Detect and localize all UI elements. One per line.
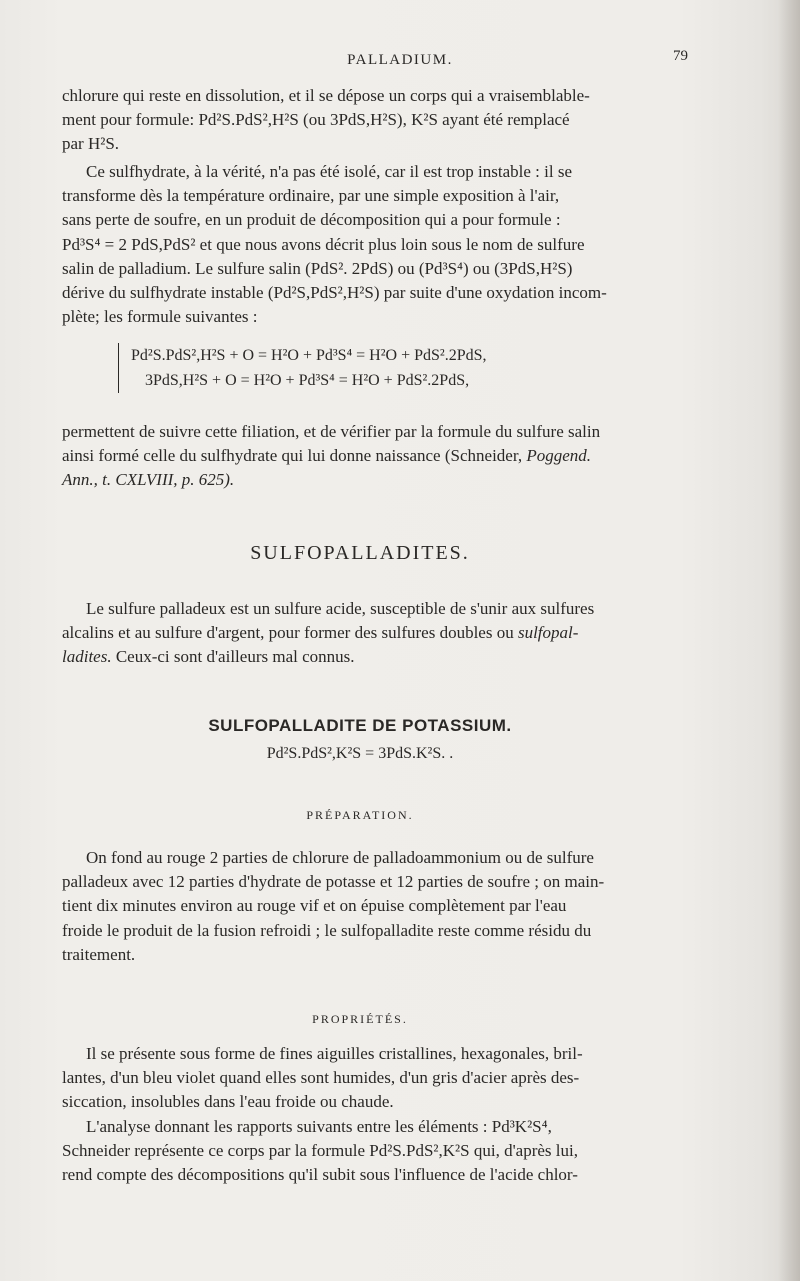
text-line: rend compte des décompositions qu'il subit sous l'influence de l'acide chlor- xyxy=(62,1165,578,1185)
text-line: lantes, d'un bleu violet quand elles sont humides, d'un gris d'acier après des- xyxy=(62,1068,580,1088)
section-heading-potassium: SULFOPALLADITE DE POTASSIUM. xyxy=(208,716,512,735)
text-line: sans perte de soufre, en un produit de décomposition qui a pour formule : xyxy=(62,210,561,230)
text-line: par H²S. xyxy=(62,134,120,154)
formula-potassium: Pd²S.PdS²,K²S = 3PdS.K²S. . xyxy=(266,745,454,762)
text-line: Le sulfure palladeux est un sulfure acide, susceptible de s'unir aux sulfures xyxy=(86,599,595,618)
text-line: transforme dès la température ordinaire, par une simple exposition à l'air, xyxy=(62,186,560,206)
equation-block xyxy=(118,343,486,393)
page-number: 79 xyxy=(673,48,688,64)
equation-line: 3PdS,H²S + O = H²O + Pd³S⁴ = H²O + PdS².2PdS, xyxy=(145,372,470,389)
paragraph-7 xyxy=(62,1115,678,1188)
text-line: L'analyse donnant les rapports suivants entre les éléments : Pd³K²S⁴, xyxy=(86,1117,552,1136)
text-line: plète; les formule suivantes : xyxy=(62,307,258,327)
text-line: salin de palladium. Le sulfure salin (PdS². 2PdS) ou (Pd³S⁴) ou (3PdS,H²S) xyxy=(62,258,573,278)
text-line: siccation, insolubles dans l'eau froide ou chaude. xyxy=(62,1092,394,1112)
paragraph-4 xyxy=(62,597,678,670)
text-line xyxy=(62,444,678,468)
paragraph-2 xyxy=(62,160,678,329)
text-line: Ce sulfhydrate, à la vérité, n'a pas été isolé, car il est trop instable : il se xyxy=(86,162,572,181)
text-line xyxy=(62,645,678,669)
text-span: ainsi formé celle du sulfhydrate qui lui donne naissance (Schneider, xyxy=(62,446,523,466)
running-head: PALLADIUM. xyxy=(347,52,453,68)
text-line xyxy=(62,468,678,492)
text-span: alcalins et au sulfure d'argent, pour former des sulfures doubles ou xyxy=(62,623,514,643)
paragraph-6 xyxy=(62,1042,678,1115)
text-line: tient dix minutes environ au rouge vif et on épuise complètement par l'eau xyxy=(62,896,567,916)
text-line: dérive du sulfhydrate instable (Pd²S,PdS²,H²S) par suite d'une oxydation incom- xyxy=(62,283,607,303)
paragraph-5 xyxy=(62,846,678,967)
equation-line: Pd²S.PdS²,H²S + O = H²O + Pd³S⁴ = H²O + PdS².2PdS, xyxy=(131,347,487,364)
text-line xyxy=(62,621,678,645)
paragraph-3 xyxy=(62,420,678,493)
text-line: Schneider représente ce corps par la formule Pd²S.PdS²,K²S qui, d'après lui, xyxy=(62,1141,578,1161)
text-span: Ceux-ci sont d'ailleurs mal connus. xyxy=(115,647,355,667)
text-line: palladeux avec 12 parties d'hydrate de potasse et 12 parties de soufre ; on main- xyxy=(62,872,605,892)
text-line: Pd³S⁴ = 2 PdS,PdS² et que nous avons décrit plus loin sous le nom de sulfure xyxy=(62,234,585,254)
page-edge-shadow xyxy=(778,0,800,1281)
text-line: chlorure qui reste en dissolution, et il se dépose un corps qui a vraisemblable- xyxy=(62,86,590,105)
subheading-preparation: PRÉPARATION. xyxy=(306,808,414,822)
text-line: traitement. xyxy=(62,944,136,964)
subheading-proprietes: PROPRIÉTÉS. xyxy=(312,1012,408,1026)
text-line: permettent de suivre cette filiation, et de vérifier par la formule du sulfure salin xyxy=(62,422,601,441)
text-line: ment pour formule: Pd²S.PdS²,H²S (ou 3PdS,H²S), K²S ayant été remplacé xyxy=(62,110,570,130)
text-span: Ann., t. CXLVIII, p. 625). xyxy=(62,470,235,490)
text-line: On fond au rouge 2 parties de chlorure de palladoammonium ou de sulfure xyxy=(86,848,594,867)
italic-term: ladites. xyxy=(62,647,112,667)
section-heading-sulfopalladites: SULFOPALLADITES. xyxy=(250,542,470,564)
paragraph-1 xyxy=(62,84,678,157)
italic-term: sulfopal- xyxy=(517,623,579,643)
text-line: Il se présente sous forme de fines aiguilles cristallines, hexagonales, bril- xyxy=(86,1044,583,1063)
text-line: froide le produit de la fusion refroidi ; le sulfopalladite reste comme résidu du xyxy=(62,920,592,940)
italic-citation: Poggend. xyxy=(526,446,591,466)
